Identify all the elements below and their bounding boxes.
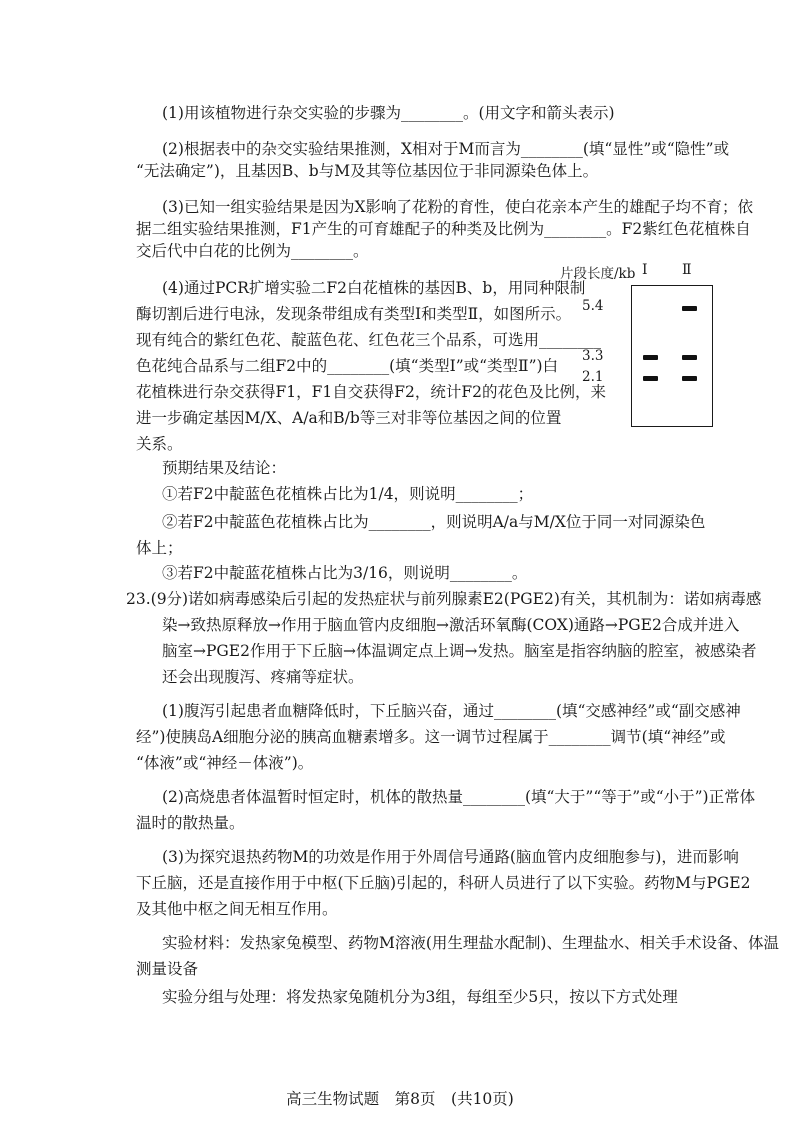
q22-part3-line3: 交后代中白花的比例为________。 xyxy=(136,242,369,260)
q23-part2-line1: (2)高烧患者体温暂时恒定时，机体的散热量________(填“大于”“等于”或“小于”)正常体 xyxy=(162,788,756,806)
result-3: ③若F2中靛蓝花植株占比为3/16，则说明________。 xyxy=(162,564,528,582)
q23-part1-line2: 经”)使胰岛A细胞分泌的胰高血糖素增多。这一调节过程属于________调节(填“神经”或 xyxy=(136,728,726,746)
band-type1-3-3 xyxy=(643,355,658,360)
lane-label-type2: Ⅱ xyxy=(682,262,692,278)
fragment-length-axis-label: 片段长度/kb xyxy=(560,266,636,282)
q22-part1: (1)用该植物进行杂交实验的步骤为________。(用文字和箭头表示) xyxy=(162,104,615,122)
q22-part3-line2: 据二组实验结果推测，F1产生的可育雄配子的种类及比例为________。F2紫红色花植株自 xyxy=(136,220,751,238)
band-type2-2-1 xyxy=(682,376,697,381)
q22-part2-line2: “无法确定”)，且基因B、b与M及其等位基因位于非同源染色体上。 xyxy=(136,162,599,180)
result-2-line1: ②若F2中靛蓝色花植株占比为________，则说明A/a与M/X位于同一对同源染色 xyxy=(162,513,706,531)
expected-results-heading: 预期结果及结论： xyxy=(162,459,287,477)
q22-part4-line1: (4)通过PCR扩增实验二F2白花植株的基因B、b，用同种限制 xyxy=(162,279,586,297)
q23-part3-line3: 及其他中枢之间无相互作用。 xyxy=(136,900,338,918)
q23-part2-line2: 温时的散热量。 xyxy=(136,814,245,832)
size-label-5-4: 5.4 xyxy=(582,298,604,314)
band-type2-5-4 xyxy=(682,306,697,311)
q23-part1-line3: “体液”或“神经－体液”)。 xyxy=(136,754,314,772)
page-footer: 高三生物试题 第8页 (共10页) xyxy=(286,1090,514,1108)
lane-label-type1: Ⅰ xyxy=(642,262,648,278)
q23-part3-line1: (3)为探究退热药物M的功效是作用于外周信号通路(脑血管内皮细胞参与)，进而影响 xyxy=(162,848,739,866)
electrophoresis-figure xyxy=(560,262,760,432)
materials-line2: 测量设备 xyxy=(136,960,199,978)
q22-part4-line3: 现有纯合的紫红色花、靛蓝色花、红色花三个品系，可选用________ xyxy=(136,331,602,349)
q23-stem-line4: 还会出现腹泻、疼痛等症状。 xyxy=(162,668,364,686)
q22-part4-line6: 进一步确定基因M/X、A/a和B/b等三对非等位基因之间的位置 xyxy=(136,409,562,427)
q23-part1-line1: (1)腹泻引起患者血糖降低时，下丘脑兴奋，通过________(填“交感神经”或“副交感神 xyxy=(162,702,741,720)
band-type2-3-3 xyxy=(682,355,697,360)
q23-stem-line3: 脑室→PGE2作用于下丘脑→体温调定点上调→发热。脑室是指容纳脑的腔室，被感染者 xyxy=(162,642,757,660)
size-label-3-3: 3.3 xyxy=(582,348,604,364)
result-1: ①若F2中靛蓝色花植株占比为1/4，则说明________； xyxy=(162,485,534,503)
grouping-line: 实验分组与处理：将发热家兔随机分为3组，每组至少5只，按以下方式处理 xyxy=(162,988,678,1006)
q23-part3-line2: 下丘脑，还是直接作用于中枢(下丘脑)引起的，科研人员进行了以下实验。药物M与PGE2 xyxy=(136,874,751,892)
band-type1-2-1 xyxy=(643,376,658,381)
q22-part4-line7: 关系。 xyxy=(136,435,183,453)
result-2-line2: 体上； xyxy=(136,539,183,557)
q22-part2-line1: (2)根据表中的杂交实验结果推测，X相对于M而言为________(填“显性”或“隐性”或 xyxy=(162,140,730,158)
size-label-2-1: 2.1 xyxy=(582,369,604,385)
q22-part4-line2: 酶切割后进行电泳，发现条带组成有类型Ⅰ和类型Ⅱ，如图所示。 xyxy=(136,305,572,323)
q23-stem-line2: 染→致热原释放→作用于脑血管内皮细胞→激活环氧酶(COX)通路→PGE2合成并进入 xyxy=(162,616,740,634)
q23-stem-line1: 23.(9分)诺如病毒感染后引起的发热症状与前列腺素E2(PGE2)有关，其机制为：诺如病毒感 xyxy=(126,590,762,608)
q22-part4-line5: 花植株进行杂交获得F1，F1自交获得F2，统计F2的花色及比例，来 xyxy=(136,383,606,401)
materials-line1: 实验材料：发热家兔模型、药物M溶液(用生理盐水配制)、生理盐水、相关手术设备、体温 xyxy=(162,934,779,952)
q22-part4-line4: 色花纯合品系与二组F2中的________(填“类型Ⅰ”或“类型Ⅱ”)白 xyxy=(136,357,559,375)
q22-part3-line1: (3)已知一组实验结果是因为X影响了花粉的育性，使白花亲本产生的雄配子均不育；依 xyxy=(162,198,753,216)
